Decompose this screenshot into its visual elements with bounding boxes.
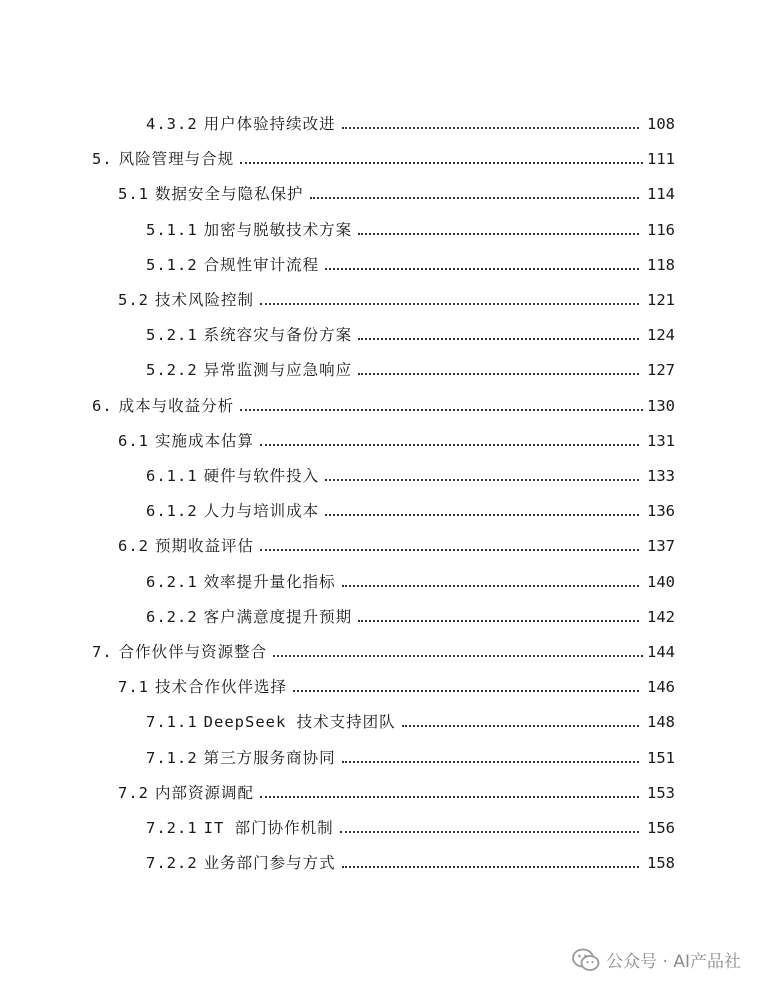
toc-entry-number: 5. bbox=[92, 150, 113, 169]
toc-entry-page: 130 bbox=[647, 396, 675, 415]
wechat-icon bbox=[572, 948, 600, 972]
toc-entry bbox=[146, 254, 675, 276]
toc-entry-leader bbox=[358, 233, 639, 235]
toc-entry-leader bbox=[358, 620, 639, 622]
toc-entry-title: 效率提升量化指标 bbox=[203, 572, 336, 591]
toc-entry-title: 异常监测与应急响应 bbox=[203, 361, 353, 380]
toc-entry-page: 144 bbox=[647, 643, 675, 661]
toc-entry-leader bbox=[273, 655, 643, 657]
toc-entry-leader bbox=[358, 373, 639, 375]
toc-entry-number: 6.1 bbox=[118, 431, 149, 450]
toc-entry bbox=[118, 676, 675, 698]
toc-entry-number: 7. bbox=[92, 643, 113, 661]
toc-entry-title: 预期收益评估 bbox=[155, 537, 255, 556]
toc-entry-page: 148 bbox=[647, 713, 675, 732]
toc-entry-title: 加密与脱敏技术方案 bbox=[203, 220, 353, 239]
toc-entry-leader bbox=[240, 409, 643, 411]
toc-entry-number: 6.2.2 bbox=[146, 607, 198, 626]
toc-entry-title: 第三方服务商协同 bbox=[203, 748, 336, 767]
toc-entry-title: 业务部门参与方式 bbox=[203, 854, 336, 873]
toc-entry bbox=[118, 782, 675, 804]
toc-entry-page: 158 bbox=[647, 854, 675, 873]
toc-entry-page: 118 bbox=[647, 255, 675, 274]
toc-entry-leader bbox=[325, 514, 639, 516]
toc-entry bbox=[146, 465, 675, 487]
toc-entry-leader bbox=[260, 549, 639, 551]
toc-entry-number: 6.2 bbox=[118, 537, 149, 556]
toc-entry-number: 5.1.1 bbox=[146, 220, 198, 239]
toc-entry-page: 111 bbox=[647, 150, 675, 169]
toc-entry-leader bbox=[342, 761, 639, 763]
toc-entry-page: 131 bbox=[647, 431, 675, 450]
watermark-text: 公众号 · AI产品社 bbox=[606, 952, 741, 972]
toc-entry bbox=[146, 500, 675, 522]
toc-entry-title: 系统容灾与备份方案 bbox=[203, 326, 353, 345]
toc-entry-leader bbox=[240, 162, 643, 164]
toc-entry-page: 136 bbox=[647, 502, 675, 521]
toc-entry bbox=[146, 747, 675, 769]
toc-entry-page: 140 bbox=[647, 572, 675, 591]
toc-entry-title: 实施成本估算 bbox=[155, 431, 255, 450]
toc-entry bbox=[92, 395, 675, 417]
toc-entry-page: 127 bbox=[647, 361, 675, 380]
toc-entry-title: 成本与收益分析 bbox=[118, 396, 235, 415]
toc-entry-number: 6.1.1 bbox=[146, 467, 198, 485]
toc-entry-page: 124 bbox=[647, 326, 675, 345]
watermark bbox=[572, 947, 741, 972]
toc-entry-number: 5.1.2 bbox=[146, 255, 198, 274]
toc-entry-title: 客户满意度提升预期 bbox=[203, 607, 353, 626]
toc-entry-number: 6.2.1 bbox=[146, 572, 198, 591]
toc-entry-leader bbox=[260, 303, 639, 305]
toc-entry-title: 合作伙伴与资源整合 bbox=[118, 643, 268, 661]
toc-entry-number: 5.2 bbox=[118, 291, 149, 309]
toc-entry bbox=[146, 606, 675, 628]
toc-entry-leader bbox=[325, 268, 639, 270]
toc-entry bbox=[118, 289, 675, 311]
toc-entry-title: DeepSeek 技术支持团队 bbox=[203, 713, 396, 732]
toc-entry-number: 7.2.2 bbox=[146, 854, 198, 873]
toc-entry-leader bbox=[342, 585, 639, 587]
toc-entry-title: 用户体验持续改进 bbox=[203, 115, 336, 133]
toc-entry-leader bbox=[293, 690, 639, 692]
toc-entry bbox=[92, 148, 675, 170]
toc-entry bbox=[118, 183, 675, 205]
toc-entry-page: 114 bbox=[647, 185, 675, 204]
toc-entry-number: 7.1.2 bbox=[146, 748, 198, 767]
toc-entry-page: 108 bbox=[647, 115, 675, 133]
toc-entry-title: 技术合作伙伴选择 bbox=[155, 678, 288, 697]
toc-entry-leader bbox=[340, 831, 639, 833]
toc-entry bbox=[146, 113, 675, 135]
toc-entry bbox=[146, 852, 675, 874]
toc-entry-number: 7.1.1 bbox=[146, 713, 198, 732]
toc-entry-page: 156 bbox=[647, 819, 675, 837]
toc-entry-page: 153 bbox=[647, 783, 675, 802]
toc-entry bbox=[146, 324, 675, 346]
toc-entry bbox=[146, 817, 675, 839]
toc-entry-leader bbox=[310, 197, 639, 199]
toc-entry-leader bbox=[260, 444, 639, 446]
toc-entry bbox=[146, 571, 675, 593]
toc-entry-number: 7.2.1 bbox=[146, 819, 198, 837]
toc-entry-title: 内部资源调配 bbox=[155, 783, 255, 802]
toc-entry-number: 4.3.2 bbox=[146, 115, 198, 133]
toc-entry-title: 数据安全与隐私保护 bbox=[155, 185, 304, 204]
toc-entry-page: 142 bbox=[647, 607, 675, 626]
toc-entry-number: 6.1.2 bbox=[146, 502, 198, 521]
toc-entry-leader bbox=[325, 479, 639, 481]
toc-entry-page: 133 bbox=[647, 467, 675, 485]
toc-entry-title: 风险管理与合规 bbox=[118, 150, 235, 169]
toc-entry-page: 121 bbox=[647, 291, 675, 309]
toc-entry-number: 6. bbox=[92, 396, 113, 415]
toc-entry-leader bbox=[342, 127, 639, 129]
toc-entry-page: 137 bbox=[647, 537, 675, 556]
toc-entry-page: 116 bbox=[647, 220, 675, 239]
toc-entry bbox=[118, 430, 675, 452]
toc-entry-number: 7.1 bbox=[118, 678, 149, 697]
toc-entry-leader bbox=[402, 725, 639, 727]
toc-entry-page: 151 bbox=[647, 748, 675, 767]
toc-entry-leader bbox=[342, 866, 639, 868]
toc-entry-number: 5.2.1 bbox=[146, 326, 198, 345]
toc-entry-number: 5.1 bbox=[118, 185, 149, 204]
toc-entry bbox=[146, 359, 675, 381]
toc-entry-number: 7.2 bbox=[118, 783, 149, 802]
toc-entry-title: 人力与培训成本 bbox=[203, 502, 320, 521]
toc-entry-leader bbox=[358, 338, 639, 340]
toc-entry-title: IT 部门协作机制 bbox=[203, 819, 334, 837]
toc-entry bbox=[146, 219, 675, 241]
toc-entry bbox=[146, 711, 675, 733]
toc-entry-leader bbox=[260, 796, 639, 798]
toc-entry-title: 硬件与软件投入 bbox=[203, 467, 320, 485]
toc-entry bbox=[92, 641, 675, 663]
toc-entry-title: 技术风险控制 bbox=[155, 291, 255, 309]
toc-entry-number: 5.2.2 bbox=[146, 361, 198, 380]
toc-entry-page: 146 bbox=[647, 678, 675, 697]
toc-entry bbox=[118, 535, 675, 557]
toc-entry-title: 合规性审计流程 bbox=[203, 255, 320, 274]
